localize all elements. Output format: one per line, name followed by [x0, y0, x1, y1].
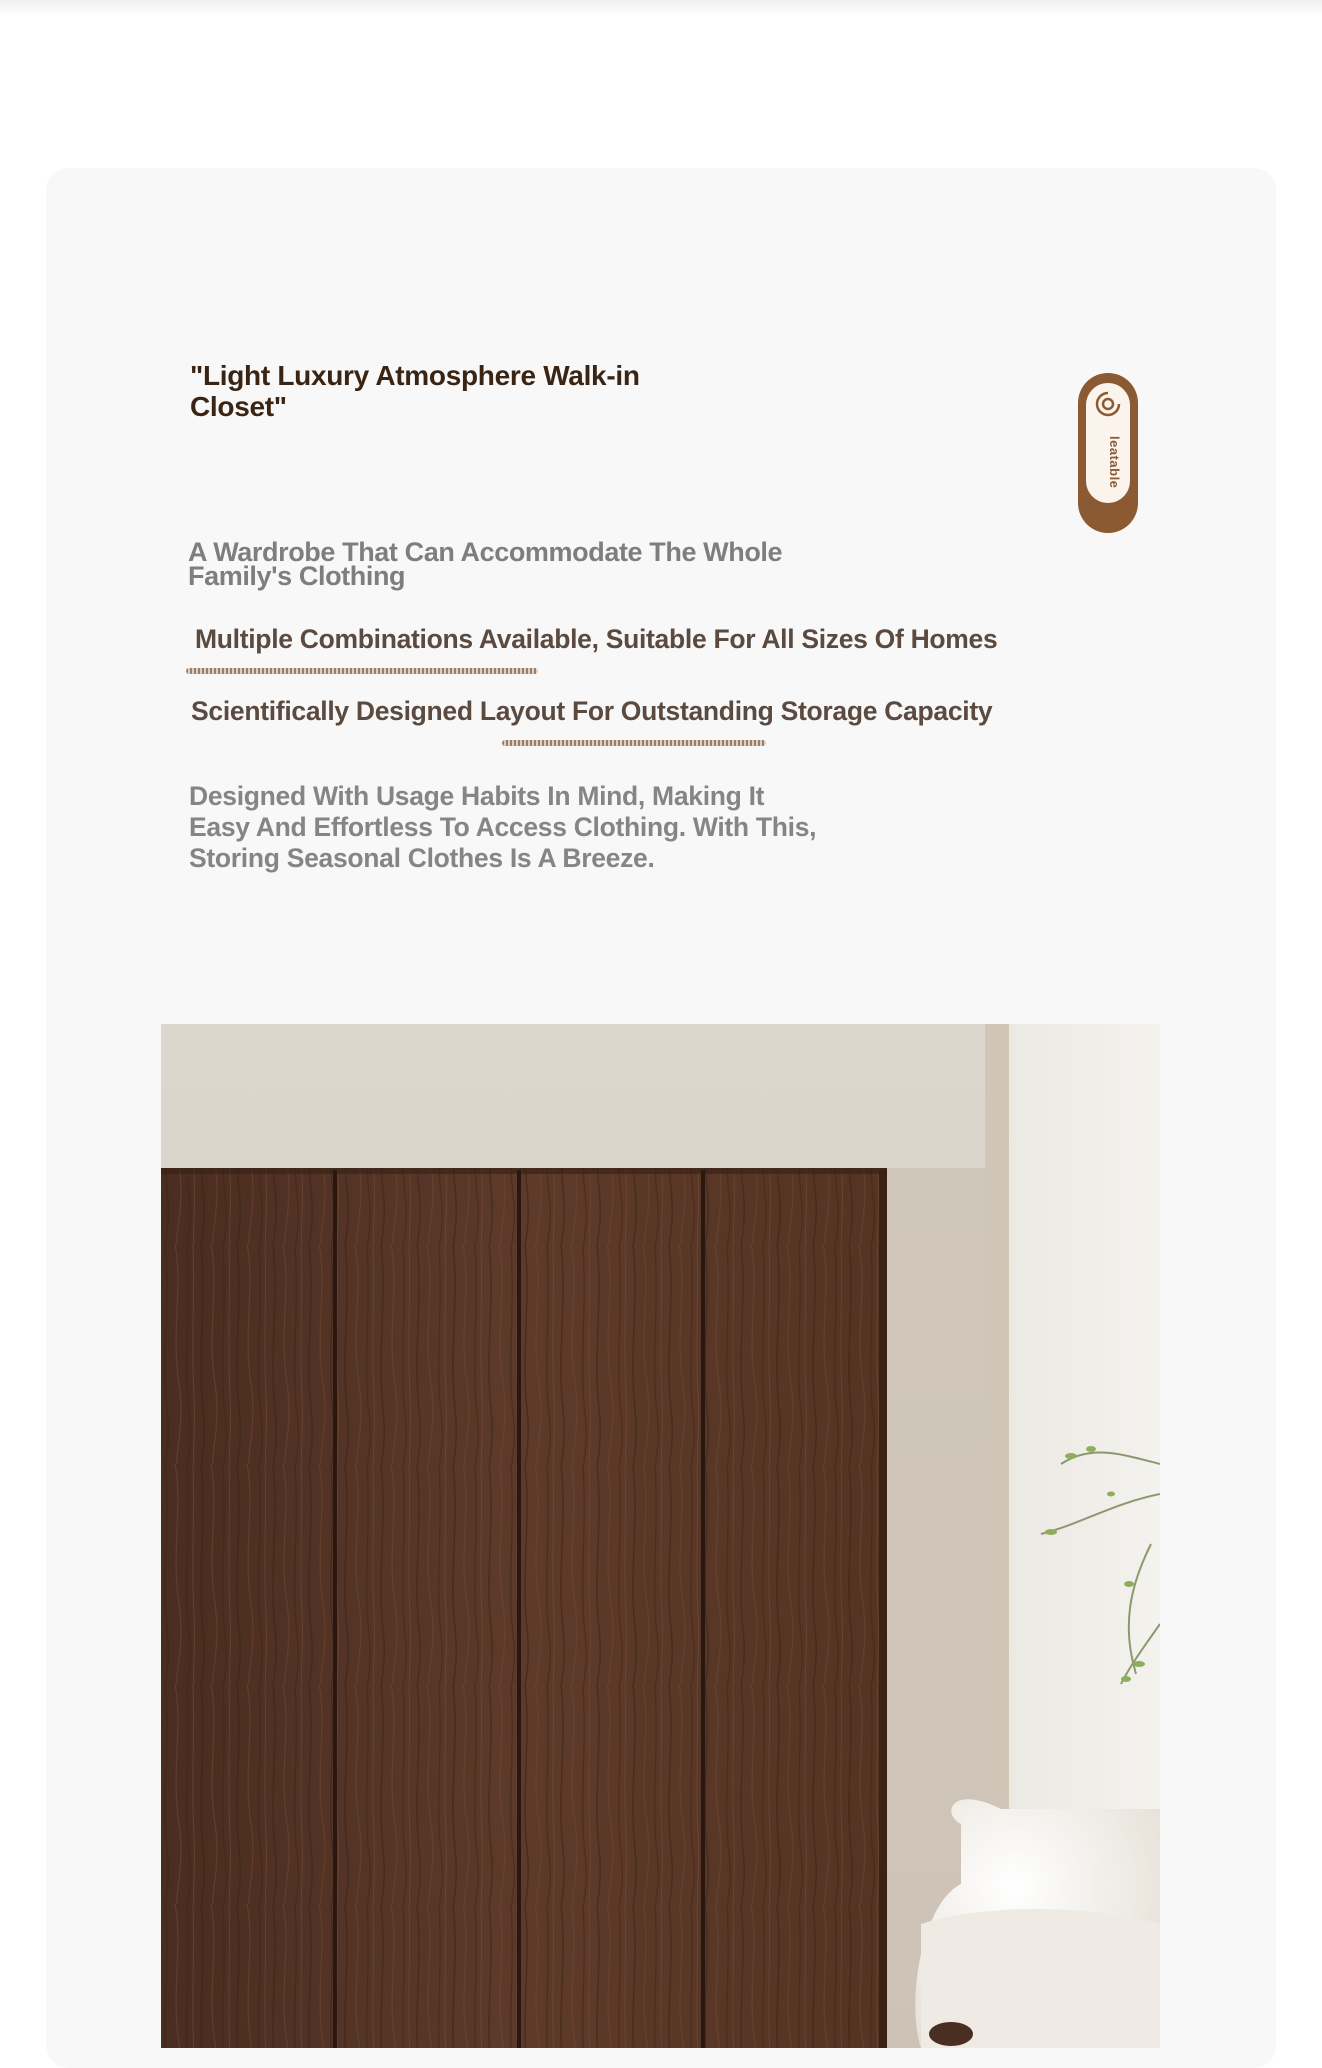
- page-title: "Light Luxury Atmosphere Walk-in Closet": [190, 360, 640, 422]
- feature-underline-decoration: [186, 668, 538, 674]
- feature-underline-decoration: [502, 740, 766, 746]
- feature-storage-layout: Scientifically Designed Layout For Outstanding Storage Capacity: [191, 696, 993, 726]
- brand-badge-inner: [1086, 383, 1130, 503]
- wardrobe-product-photo: [161, 1024, 1160, 2048]
- top-shadow-bar: [0, 0, 1322, 18]
- brand-badge[interactable]: [1078, 373, 1138, 533]
- target-logo-icon: [1095, 391, 1121, 417]
- product-description: Designed With Usage Habits In Mind, Making It Easy And Effortless To Access Clothing. With This, Storing Seasonal Clothes Is A Breeze.: [189, 781, 817, 873]
- feature-combinations: Multiple Combinations Available, Suitable For All Sizes Of Homes: [195, 624, 998, 654]
- section-subheading: A Wardrobe That Can Accommodate The Whole Family's Clothing: [188, 537, 783, 591]
- wardrobe-illustration: [161, 1024, 1160, 2048]
- brand-name: leatable: [1107, 435, 1122, 489]
